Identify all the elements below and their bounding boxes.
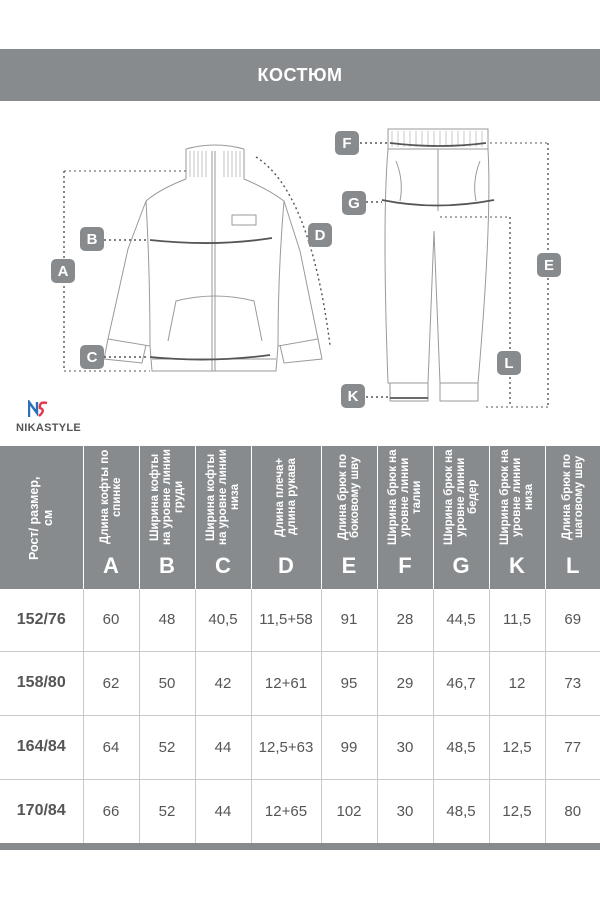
cell-value: 12+61 <box>251 651 321 715</box>
header-col-c: Ширина кофты на уровне линии низа C <box>195 446 251 589</box>
cell-value: 12+65 <box>251 779 321 843</box>
cell-value: 52 <box>139 715 195 779</box>
label-b: B <box>80 227 104 251</box>
row-size: 164/84 <box>0 715 83 779</box>
cell-value: 66 <box>83 779 139 843</box>
cell-value: 91 <box>321 589 377 651</box>
cell-value: 102 <box>321 779 377 843</box>
header-col-b: Ширина кофты на уровне линии груди B <box>139 446 195 589</box>
label-c: C <box>80 345 104 369</box>
cell-value: 12,5 <box>489 779 545 843</box>
label-k: K <box>341 384 365 408</box>
jacket-drawing <box>104 145 322 371</box>
header-size: Рост/ размер, см <box>0 446 83 589</box>
cell-value: 62 <box>83 651 139 715</box>
cell-value: 52 <box>139 779 195 843</box>
cell-value: 11,5 <box>489 589 545 651</box>
header-col-l: Длина брюк по шаговому шву L <box>545 446 600 589</box>
cell-value: 12,5 <box>489 715 545 779</box>
cell-value: 73 <box>545 651 600 715</box>
cell-value: 44 <box>195 779 251 843</box>
table-row <box>0 779 600 843</box>
header-col-d: Длина плеча+ длина рукава D <box>251 446 321 589</box>
cell-value: 99 <box>321 715 377 779</box>
page-title: КОСТЮМ <box>257 64 343 85</box>
header-col-e: Длина брюк по боковому шву E <box>321 446 377 589</box>
brand-name: NIKASTYLE <box>16 422 82 434</box>
cell-value: 69 <box>545 589 600 651</box>
cell-value: 42 <box>195 651 251 715</box>
cell-value: 12,5+63 <box>251 715 321 779</box>
pants-drawing <box>385 129 489 401</box>
table-row <box>0 651 600 715</box>
cell-value: 64 <box>83 715 139 779</box>
row-size: 170/84 <box>0 779 83 843</box>
header-col-k: Ширина брюк на уровне линии низа K <box>489 446 545 589</box>
cell-value: 40,5 <box>195 589 251 651</box>
cell-value: 48,5 <box>433 779 489 843</box>
label-g: G <box>342 191 366 215</box>
table-row <box>0 589 600 651</box>
cell-value: 48,5 <box>433 715 489 779</box>
cell-value: 46,7 <box>433 651 489 715</box>
label-d: D <box>308 223 332 247</box>
cell-value: 12 <box>489 651 545 715</box>
table-row <box>0 715 600 779</box>
footer-bar <box>0 843 600 850</box>
logo-mark-icon <box>28 400 48 418</box>
header-col-f: Ширина брюк на уровне линии талии F <box>377 446 433 589</box>
header-col-g: Ширина брюк на уровне линии бедер G <box>433 446 489 589</box>
label-f: F <box>335 131 359 155</box>
size-table <box>0 446 600 844</box>
cell-value: 11,5+58 <box>251 589 321 651</box>
table-header-row <box>0 446 600 589</box>
garment-diagram <box>0 101 600 440</box>
cell-value: 29 <box>377 651 433 715</box>
row-size: 152/76 <box>0 589 83 651</box>
cell-value: 30 <box>377 715 433 779</box>
cell-value: 80 <box>545 779 600 843</box>
cell-value: 44 <box>195 715 251 779</box>
label-e: E <box>537 253 561 277</box>
cell-value: 60 <box>83 589 139 651</box>
row-size: 158/80 <box>0 651 83 715</box>
header-col-a: Длина кофты по спинке A <box>83 446 139 589</box>
cell-value: 30 <box>377 779 433 843</box>
cell-value: 28 <box>377 589 433 651</box>
title-banner <box>0 49 600 101</box>
cell-value: 77 <box>545 715 600 779</box>
label-l: L <box>497 351 521 375</box>
brand-logo <box>16 400 96 440</box>
cell-value: 50 <box>139 651 195 715</box>
cell-value: 44,5 <box>433 589 489 651</box>
cell-value: 95 <box>321 651 377 715</box>
label-a: A <box>51 259 75 283</box>
measure-lines <box>64 143 548 407</box>
cell-value: 48 <box>139 589 195 651</box>
